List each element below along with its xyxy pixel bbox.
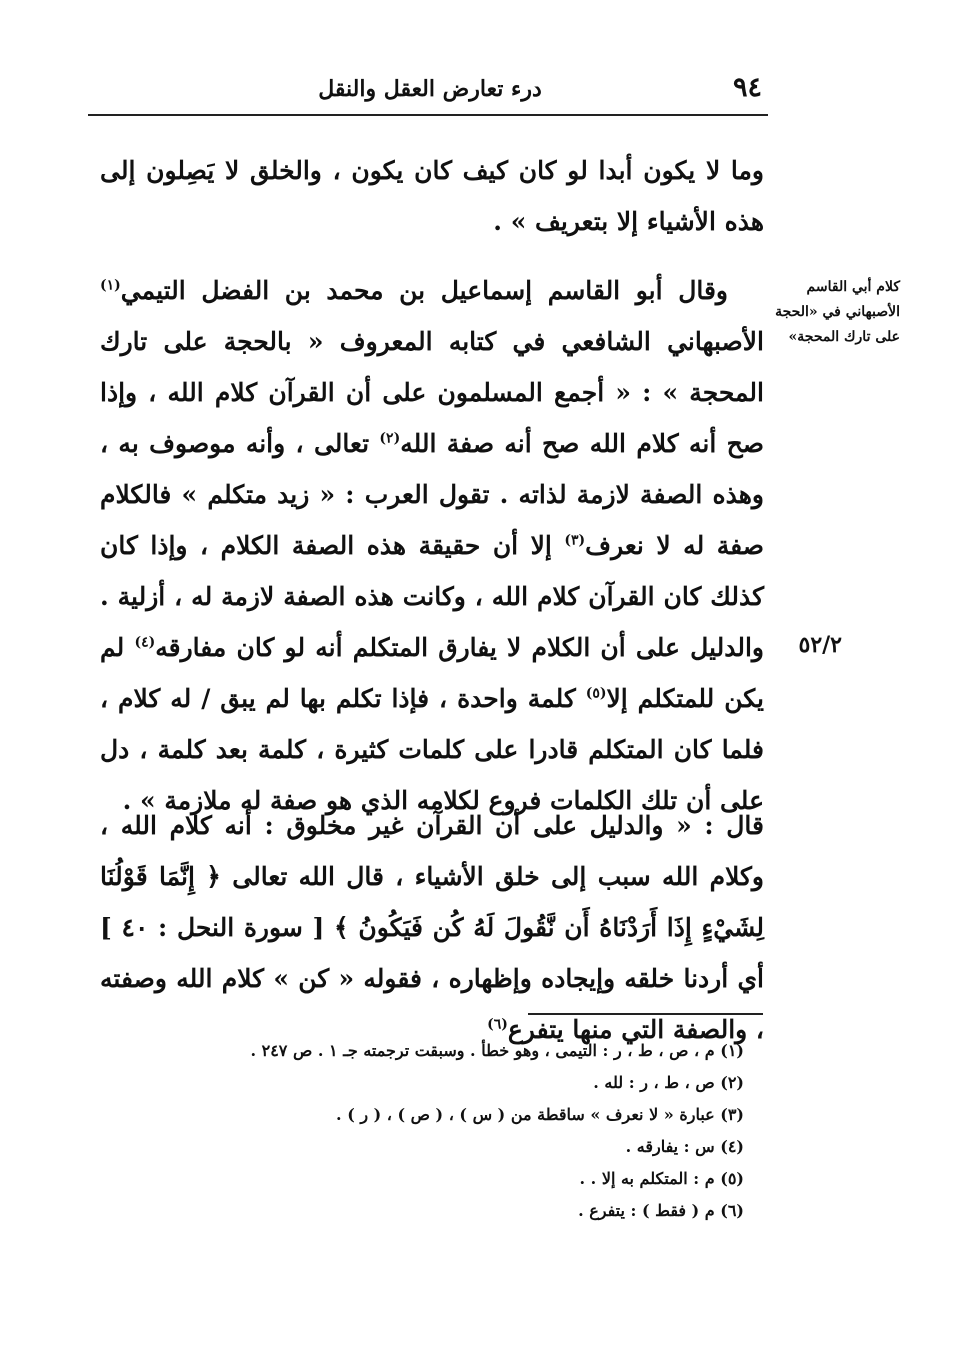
- footnote-6: (٦) م ( فقط ) : يتفرع .: [578, 1201, 744, 1220]
- footnote-2: (٢) ص ، ط ، ر : لله .: [593, 1073, 744, 1092]
- footnote-rule: [528, 1013, 763, 1015]
- footnote-marker-2: (٢): [379, 430, 401, 447]
- page-header: [90, 70, 770, 110]
- paragraph-3: [100, 800, 764, 1055]
- para-2-seg-a: وقال أبو القاسم إسماعيل بن محمد بن الفضل التيمي: [120, 276, 728, 305]
- footnotes: [100, 1035, 744, 1227]
- para-2-seg-d: إلا أن حقيقة هذه الصفة الكلام ، وإذا كان كذلك كان القرآن كلام الله ، وكانت هذه الصفة لازمة له ، أزلية . والدليل على أن الكلام لا يفارق المتكلم أنه لو كان مفارقه: [100, 531, 764, 662]
- para-2-seg-b: الأصبهاني الشافعي في كتابه المعروف « بالحجة على تارك المحجة » : « أجمع المسلمون على أن القرآن كلام الله ، وإذا صح أنه كلام الله صح أنه صفة الله: [100, 327, 764, 458]
- para-1-text: وما لا يكون أبدا لو كان كيف كان يكون ، والخلق لا يَصِلون إلى هذه الأشياء إلا بتعريف » .: [100, 156, 764, 236]
- footnote-1: (١) م ، ص ، ط ، ر : التيمى ، وهو خطأ . وسبقت ترجمته جـ ١ . ص ٢٤٧ .: [250, 1041, 744, 1060]
- page-number: ٩٤: [732, 72, 762, 103]
- running-title: درء تعارض العقل والنقل: [318, 76, 542, 102]
- footnote-marker-4: (٤): [134, 634, 156, 651]
- footnote-marker-5: (٥): [585, 685, 607, 702]
- margin-note: كلام أبي القاسم الأصبهاني في «الحجة على تارك المحجة»: [775, 279, 900, 345]
- footnote-4: (٤) س : يفارقه .: [625, 1137, 744, 1156]
- para-2-seg-e: لم يكن للمتكلم إلا: [100, 633, 764, 713]
- para-3-seg-a: قال : « والدليل على أن القرآن غير مخلوق : أنه كلام الله ، وكلام الله سبب إلى خلق الأشياء ، قال الله تعالى ﴿ إِنَّمَا قَوْلُنَا لِشَيْءٍ إِذَا أَرَدْنَاهُ أَن نَّقُولَ لَهُ كُن فَيَكُونُ ﴾ [ سورة النحل : ٤٠ ] أي أردنا خلقه وإيجاده وإظهاره ، فقوله « كن » كلام الله وصفته ، والصفة التي منها يتفرع: [100, 811, 764, 1044]
- para-2-seg-c: تعالى ، وأنه موصوف به ، وهذه الصفة لازمة لذاته . تقول العرب : « زيد متكلم » فالكلام صفة له لا نعرف: [100, 429, 764, 560]
- footnote-marker-6: (٦): [487, 1016, 508, 1033]
- para-2-seg-f: كلمة واحدة ، فإذا تكلم بها لم يبق / له كلام ، فلما كان المتكلم قادرا على كلمات كثيرة ، كلمة بعد كلمة ، دل على أن تلك الكلمات فروع لكلامه الذي هو صفة له ملازمة » .: [100, 684, 764, 815]
- paragraph-1: [100, 145, 764, 247]
- header-rule: [88, 114, 768, 116]
- footnote-marker-3: (٣): [564, 532, 586, 549]
- footnote-marker-1: (١): [100, 277, 121, 294]
- footnote-5: (٥) م : المتكلم به إلا . .: [579, 1169, 744, 1188]
- paragraph-2: [100, 265, 764, 826]
- margin-volume-ref: ٥٢/٢: [798, 632, 842, 658]
- footnote-3: (٣) عبارة « لا نعرف » ساقطة من ( س ) ، ( ص ) ، ( ر ) .: [336, 1105, 744, 1124]
